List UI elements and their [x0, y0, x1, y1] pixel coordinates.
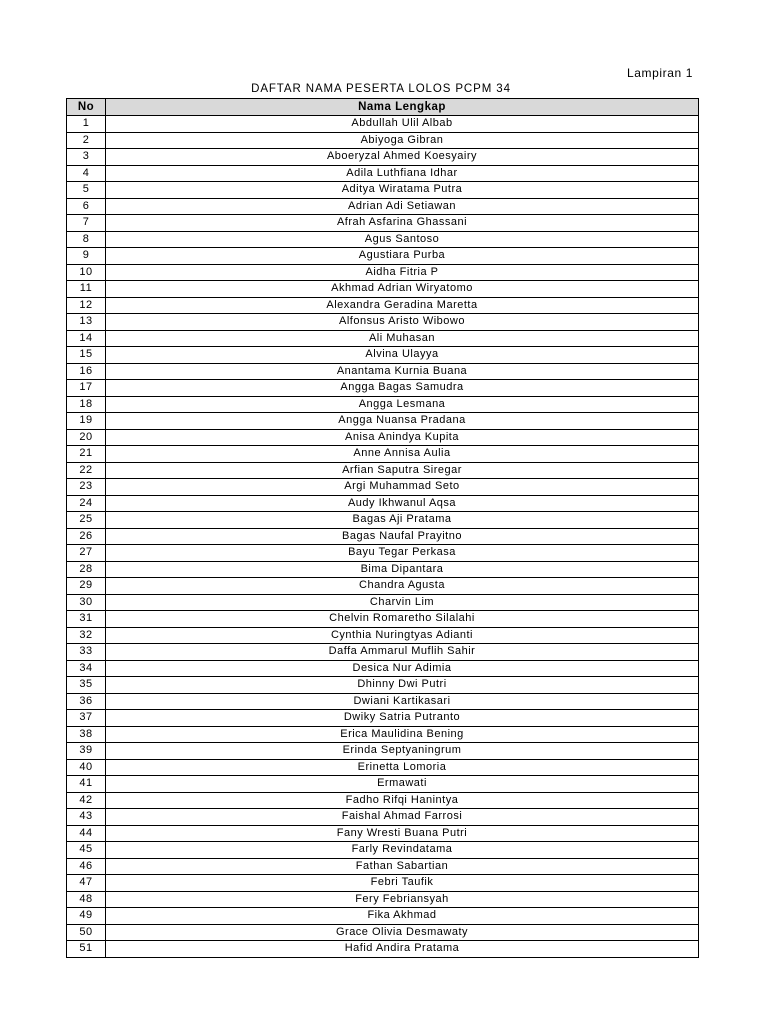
participant-name: Agustiara Purba [106, 248, 699, 265]
row-number: 17 [67, 380, 106, 397]
participant-name: Ali Muhasan [106, 330, 699, 347]
participant-name: Fika Akhmad [106, 908, 699, 925]
table-row [67, 941, 699, 958]
table-row [67, 363, 699, 380]
table-header-row [67, 99, 699, 116]
row-number: 27 [67, 545, 106, 562]
row-number: 44 [67, 825, 106, 842]
table-row [67, 594, 699, 611]
document-title-text: DAFTAR NAMA PESERTA LOLOS PCPM 34 [251, 83, 511, 95]
participant-name: Arfian Saputra Siregar [106, 462, 699, 479]
row-number: 45 [67, 842, 106, 859]
participant-name: Abdullah Ulil Albab [106, 116, 699, 133]
row-number: 13 [67, 314, 106, 331]
row-number: 41 [67, 776, 106, 793]
table-row [67, 347, 699, 364]
row-number: 19 [67, 413, 106, 430]
table-row [67, 495, 699, 512]
participant-name: Bagas Aji Pratama [106, 512, 699, 529]
table-row [67, 182, 699, 199]
row-number: 35 [67, 677, 106, 694]
row-number: 38 [67, 726, 106, 743]
row-number: 48 [67, 891, 106, 908]
table-row [67, 380, 699, 397]
row-number: 32 [67, 627, 106, 644]
row-number: 25 [67, 512, 106, 529]
participant-name: Adrian Adi Setiawan [106, 198, 699, 215]
table-row [67, 116, 699, 133]
row-number: 21 [67, 446, 106, 463]
table-row [67, 198, 699, 215]
participant-name: Dhinny Dwi Putri [106, 677, 699, 694]
document-title [0, 83, 768, 95]
table-row [67, 743, 699, 760]
table-row [67, 693, 699, 710]
table-row [67, 149, 699, 166]
row-number: 12 [67, 297, 106, 314]
table-row [67, 314, 699, 331]
table-row [67, 809, 699, 826]
attachment-label: Lampiran 1 [626, 66, 693, 80]
table-row [67, 726, 699, 743]
row-number: 16 [67, 363, 106, 380]
table-row [67, 759, 699, 776]
row-number: 2 [67, 132, 106, 149]
table-row [67, 561, 699, 578]
table-row [67, 924, 699, 941]
row-number: 46 [67, 858, 106, 875]
participant-name: Bayu Tegar Perkasa [106, 545, 699, 562]
table-row [67, 792, 699, 809]
table-row [67, 677, 699, 694]
row-number: 42 [67, 792, 106, 809]
participant-name: Anantama Kurnia Buana [106, 363, 699, 380]
row-number: 33 [67, 644, 106, 661]
row-number: 4 [67, 165, 106, 182]
participant-name: Alexandra Geradina Maretta [106, 297, 699, 314]
table-row [67, 842, 699, 859]
table-row [67, 528, 699, 545]
participant-name: Dwiky Satria Putranto [106, 710, 699, 727]
row-number: 36 [67, 693, 106, 710]
row-number: 10 [67, 264, 106, 281]
row-number: 40 [67, 759, 106, 776]
row-number: 18 [67, 396, 106, 413]
table-row [67, 908, 699, 925]
row-number: 22 [67, 462, 106, 479]
participant-name: Hafid Andira Pratama [106, 941, 699, 958]
row-number: 1 [67, 116, 106, 133]
table-row [67, 281, 699, 298]
row-number: 51 [67, 941, 106, 958]
participant-name: Alvina Ulayya [106, 347, 699, 364]
row-number: 29 [67, 578, 106, 595]
participant-name: Fadho Rifqi Hanintya [106, 792, 699, 809]
table-row [67, 446, 699, 463]
table-row [67, 875, 699, 892]
participant-name: Erinetta Lomoria [106, 759, 699, 776]
row-number: 14 [67, 330, 106, 347]
participant-name: Faishal Ahmad Farrosi [106, 809, 699, 826]
participant-name: Erinda Septyaningrum [106, 743, 699, 760]
table-row [67, 264, 699, 281]
table-row [67, 512, 699, 529]
row-number: 9 [67, 248, 106, 265]
table-row [67, 710, 699, 727]
participant-name: Angga Lesmana [106, 396, 699, 413]
table-row [67, 627, 699, 644]
participant-name: Agus Santoso [106, 231, 699, 248]
participant-name: Angga Nuansa Pradana [106, 413, 699, 430]
participant-name: Akhmad Adrian Wiryatomo [106, 281, 699, 298]
participant-name: Bagas Naufal Prayitno [106, 528, 699, 545]
row-number: 39 [67, 743, 106, 760]
participant-name: Aditya Wiratama Putra [106, 182, 699, 199]
participant-name: Aidha Fitria P [106, 264, 699, 281]
row-number: 50 [67, 924, 106, 941]
table-row [67, 297, 699, 314]
row-number: 24 [67, 495, 106, 512]
table-row [67, 776, 699, 793]
participant-name: Ermawati [106, 776, 699, 793]
table-row [67, 825, 699, 842]
table-row [67, 578, 699, 595]
table-row [67, 479, 699, 496]
table-row [67, 891, 699, 908]
participant-table [66, 98, 699, 958]
table-row [67, 248, 699, 265]
row-number: 15 [67, 347, 106, 364]
participant-name: Grace Olivia Desmawaty [106, 924, 699, 941]
row-number: 20 [67, 429, 106, 446]
table-row [67, 429, 699, 446]
row-number: 43 [67, 809, 106, 826]
participant-name: Farly Revindatama [106, 842, 699, 859]
row-number: 47 [67, 875, 106, 892]
participant-name: Fany Wresti Buana Putri [106, 825, 699, 842]
participant-name: Bima Dipantara [106, 561, 699, 578]
participant-name: Dwiani Kartikasari [106, 693, 699, 710]
participant-name: Erica Maulidina Bening [106, 726, 699, 743]
table-row [67, 165, 699, 182]
participant-name: Afrah Asfarina Ghassani [106, 215, 699, 232]
participant-name: Charvin Lim [106, 594, 699, 611]
participant-name: Chandra Agusta [106, 578, 699, 595]
row-number: 3 [67, 149, 106, 166]
participant-name: Argi Muhammad Seto [106, 479, 699, 496]
participant-name: Aboeryzal Ahmed Koesyairy [106, 149, 699, 166]
participant-name: Anne Annisa Aulia [106, 446, 699, 463]
row-number: 7 [67, 215, 106, 232]
table-row [67, 330, 699, 347]
participant-name: Audy Ikhwanul Aqsa [106, 495, 699, 512]
participant-name: Chelvin Romaretho Silalahi [106, 611, 699, 628]
participant-name: Adila Luthfiana Idhar [106, 165, 699, 182]
participant-name: Daffa Ammarul Muflih Sahir [106, 644, 699, 661]
table-row [67, 231, 699, 248]
row-number: 23 [67, 479, 106, 496]
row-number: 28 [67, 561, 106, 578]
row-number: 26 [67, 528, 106, 545]
table-row [67, 215, 699, 232]
table-row [67, 545, 699, 562]
row-number: 6 [67, 198, 106, 215]
row-number: 37 [67, 710, 106, 727]
row-number: 30 [67, 594, 106, 611]
table-row [67, 396, 699, 413]
table-row [67, 644, 699, 661]
table-row [67, 413, 699, 430]
table-row [67, 462, 699, 479]
table-row [67, 858, 699, 875]
table-row [67, 132, 699, 149]
row-number: 31 [67, 611, 106, 628]
participant-name: Abiyoga Gibran [106, 132, 699, 149]
table-row [67, 611, 699, 628]
column-header-name: Nama Lengkap [106, 99, 699, 116]
participant-name: Fathan Sabartian [106, 858, 699, 875]
participant-name: Fery Febriansyah [106, 891, 699, 908]
participant-name: Alfonsus Aristo Wibowo [106, 314, 699, 331]
row-number: 8 [67, 231, 106, 248]
table-row [67, 660, 699, 677]
row-number: 11 [67, 281, 106, 298]
row-number: 5 [67, 182, 106, 199]
row-number: 34 [67, 660, 106, 677]
participant-name: Angga Bagas Samudra [106, 380, 699, 397]
row-number: 49 [67, 908, 106, 925]
participant-name: Febri Taufik [106, 875, 699, 892]
table-body [67, 116, 699, 958]
participant-name: Cynthia Nuringtyas Adianti [106, 627, 699, 644]
participant-name: Desica Nur Adimia [106, 660, 699, 677]
participant-name: Anisa Anindya Kupita [106, 429, 699, 446]
column-header-no: No [67, 99, 106, 116]
